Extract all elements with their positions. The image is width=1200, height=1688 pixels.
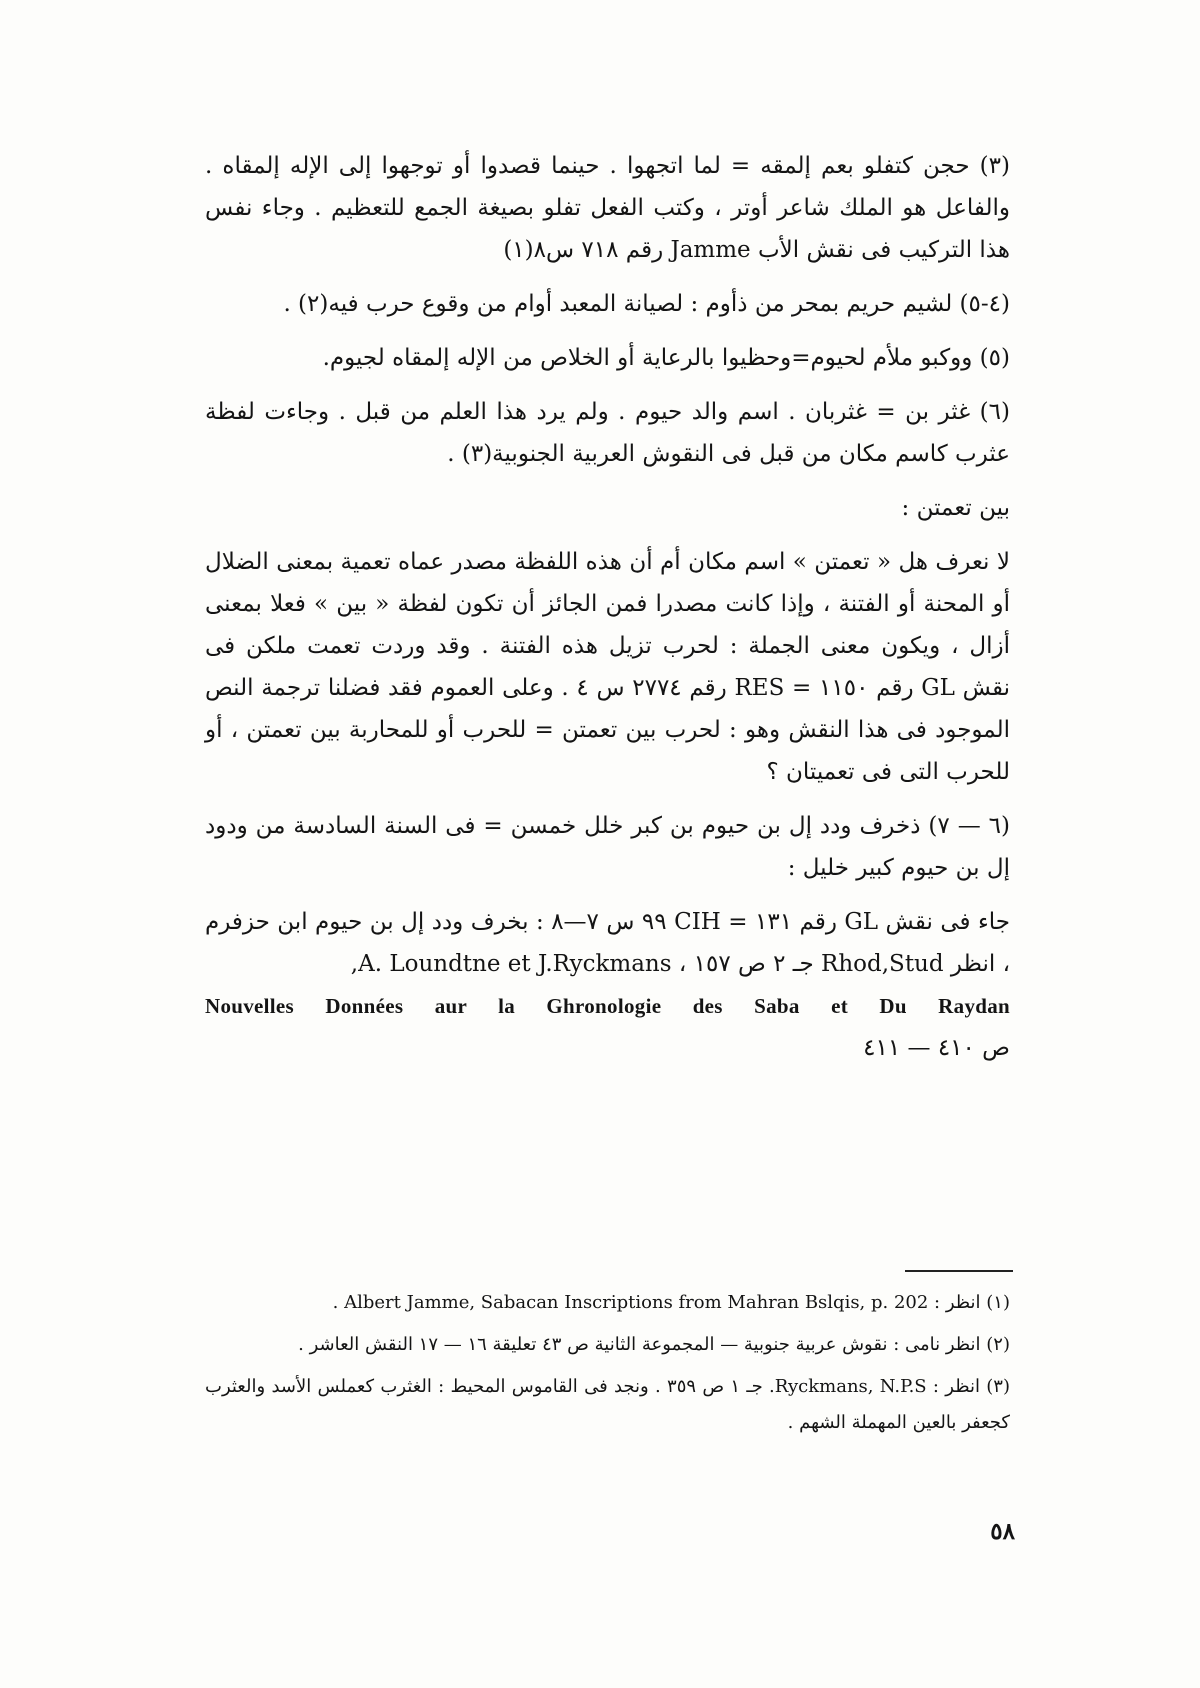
page-number: ٥٨ xyxy=(990,1518,1015,1545)
section-heading: بين تعمتن : xyxy=(901,495,1010,521)
footnotes xyxy=(205,1285,1010,1447)
page-reference: ص ٤١٠ — ٤١١ xyxy=(863,1035,1010,1061)
footnote-divider xyxy=(905,1270,1013,1272)
paragraph-reference: جاء فى نقش GL رقم ١٣١ = CIH ٩٩ س ٧—٨ : بخرف ودد إل بن حيوم ابن حزفرم ، انظر Rhod,Stud جـ ٢ ص ١٥٧ ، A. Loundtne et J.Ryckmans, xyxy=(205,909,1011,977)
paragraph-note-6: (٦) غثر بن = غثربان . اسم والد حيوم . ولم يرد هذا العلم من قبل . وجاءت لفظة عثرب كاسم مكان من قبل فى النقوش العربية الجنوبية(٣) . xyxy=(205,399,1010,467)
footnote-3: (٣) انظر : Ryckmans, N.P.S. جـ ١ ص ٣٥٩ . ونجد فى القاموس المحيط : الغثرب كعملس الأسد والعثرب كجعفر بالعين المهملة الشهم . xyxy=(205,1376,1010,1433)
paragraph-note-4-5: (٤-٥) لشيم حريم بمحر من ذأوم : لصيانة المعبد أوام من وقوع حرب فيه(٢) . xyxy=(283,291,1010,317)
latin-reference-line: Nouvelles Données aur la Ghronologie des Saba et Du Raydan xyxy=(205,994,1010,1018)
paragraph-note-5: (٥) ووكبو ملأم لحيوم=وحظيوا بالرعاية أو الخلاص من الإله إلمقاه لجيوم. xyxy=(322,345,1010,371)
paragraph-note-3: (٣) حجن كتفلو بعم إلمقه = لما اتجهوا . حينما قصدوا أو توجهوا إلى الإله إلمقاه . والفاعل هو الملك شاعر أوتر ، وكتب الفعل تفلو بصيغة الجمع للتعظيم . وجاء نفس هذا التركيب فى نقش الأب Jamme رقم ٧١٨ س٨(١) xyxy=(205,153,1010,263)
paragraph-taamatan: لا نعرف هل « تعمتن » اسم مكان أم أن هذه اللفظة مصدر عماه تعمية بمعنى الضلال أو المحنة أو الفتنة ، وإذا كانت مصدرا فمن الجائز أن تكون لفظة « بين » فعلا بمعنى أزال ، ويكون معنى الجملة : لحرب تزيل هذه الفتنة . وقد وردت تعمت ملكن فى نقش GL رقم ١١٥٠ = RES رقم ٢٧٧٤ س ٤ . وعلى العموم فقد فضلنا ترجمة النص الموجود فى هذا النقش وهو : لحرب بين تعمتن = للحرب أو للمحاربة بين تعمتن ، أو للحرب التى فى تعميتان ؟ xyxy=(205,549,1010,785)
footnote-2: (٢) انظر نامى : نقوش عربية جنوبية — المجموعة الثانية ص ٤٣ تعليقة ١٦ — ١٧ النقش العاشر . xyxy=(298,1334,1010,1355)
paragraph-note-6-7: (٦ — ٧) ذخرف ودد إل بن حيوم بن كبر خلل خمسن = فى السنة السادسة من ودود إل بن حيوم كبير خليل : xyxy=(205,813,1011,881)
footnote-1: (١) انظر : Albert Jamme, Sabacan Inscriptions from Mahran Bslqis, p. 202 . xyxy=(332,1292,1010,1313)
main-text xyxy=(205,145,1010,1069)
